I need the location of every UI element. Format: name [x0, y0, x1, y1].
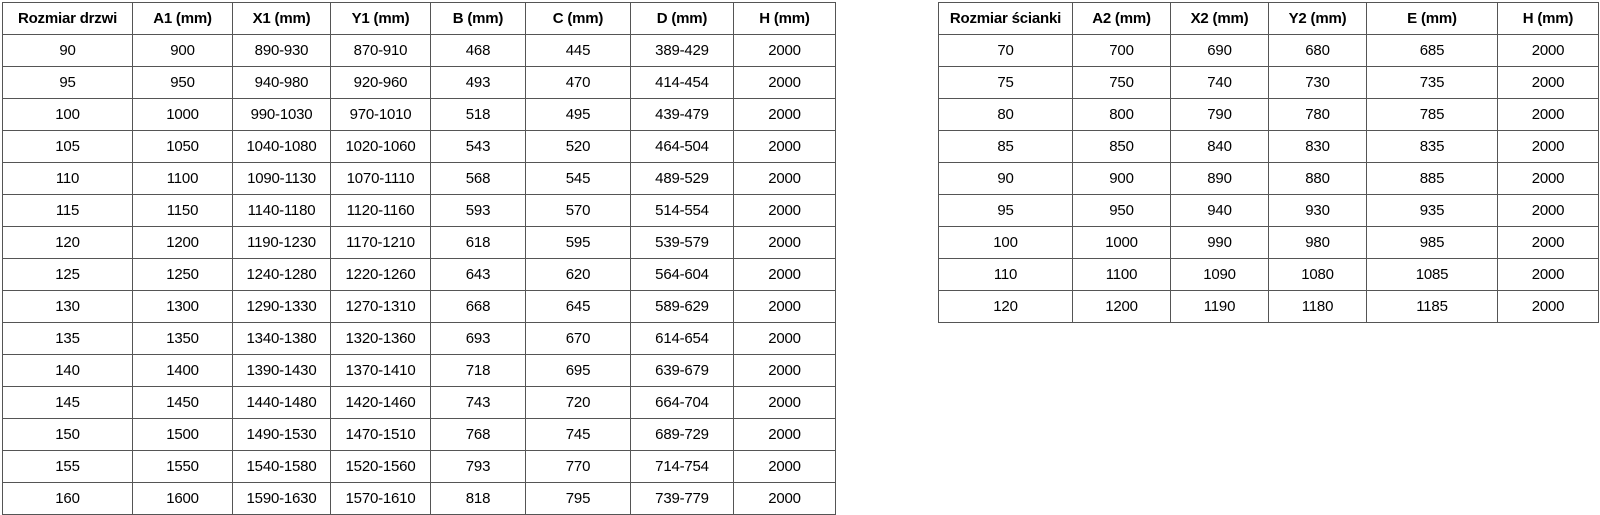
table-cell: 890: [1171, 163, 1269, 195]
table-cell: 518: [431, 99, 526, 131]
table-row: [3, 419, 836, 451]
table-cell: 690: [1171, 35, 1269, 67]
table-cell: 689-729: [631, 419, 734, 451]
table-cell: 870-910: [331, 35, 431, 67]
table-cell: 2000: [1498, 195, 1599, 227]
table-cell: 795: [526, 483, 631, 515]
column-header: E (mm): [1367, 3, 1498, 35]
table-row: [3, 35, 836, 67]
table-cell: 1450: [133, 387, 233, 419]
table-cell: 1085: [1367, 259, 1498, 291]
column-header: Rozmiar drzwi: [3, 3, 133, 35]
table-cell: 2000: [734, 387, 836, 419]
column-header: Y2 (mm): [1269, 3, 1367, 35]
table-cell: 1370-1410: [331, 355, 431, 387]
table-cell: 1240-1280: [233, 259, 331, 291]
table-cell: 768: [431, 419, 526, 451]
table-cell: 593: [431, 195, 526, 227]
table-cell: 100: [3, 99, 133, 131]
column-header: B (mm): [431, 3, 526, 35]
table-cell: 2000: [734, 259, 836, 291]
table-cell: 520: [526, 131, 631, 163]
table-row: [3, 291, 836, 323]
table-row: [939, 291, 1599, 323]
table-row: [939, 259, 1599, 291]
table-cell: 80: [939, 99, 1073, 131]
table-cell: 743: [431, 387, 526, 419]
table-cell: 618: [431, 227, 526, 259]
table-cell: 739-779: [631, 483, 734, 515]
table-cell: 568: [431, 163, 526, 195]
column-header: C (mm): [526, 3, 631, 35]
table-row: [3, 131, 836, 163]
header-row: [3, 3, 836, 35]
table-cell: 489-529: [631, 163, 734, 195]
table-cell: 1550: [133, 451, 233, 483]
table-cell: 110: [939, 259, 1073, 291]
table-row: [939, 227, 1599, 259]
header-row: [939, 3, 1599, 35]
table-cell: 2000: [1498, 259, 1599, 291]
column-header: X1 (mm): [233, 3, 331, 35]
column-header: Rozmiar ścianki: [939, 3, 1073, 35]
table-cell: 750: [1073, 67, 1171, 99]
table-cell: 930: [1269, 195, 1367, 227]
table-cell: 1220-1260: [331, 259, 431, 291]
table-cell: 1150: [133, 195, 233, 227]
table-cell: 793: [431, 451, 526, 483]
table-cell: 1400: [133, 355, 233, 387]
table-cell: 2000: [734, 323, 836, 355]
table-row: [3, 99, 836, 131]
table-cell: 464-504: [631, 131, 734, 163]
table-cell: 680: [1269, 35, 1367, 67]
table-cell: 1000: [133, 99, 233, 131]
table-cell: 730: [1269, 67, 1367, 99]
table-cell: 470: [526, 67, 631, 99]
table-cell: 2000: [734, 227, 836, 259]
table-cell: 1200: [1073, 291, 1171, 323]
table-cell: 800: [1073, 99, 1171, 131]
table-row: [3, 323, 836, 355]
table-cell: 135: [3, 323, 133, 355]
table-cell: 1185: [1367, 291, 1498, 323]
table-row: [3, 227, 836, 259]
table-row: [3, 355, 836, 387]
table-cell: 2000: [1498, 35, 1599, 67]
table-cell: 95: [939, 195, 1073, 227]
table-cell: 1040-1080: [233, 131, 331, 163]
column-header: A2 (mm): [1073, 3, 1171, 35]
table-cell: 539-579: [631, 227, 734, 259]
table-cell: 643: [431, 259, 526, 291]
table-cell: 2000: [734, 35, 836, 67]
table-cell: 150: [3, 419, 133, 451]
table-cell: 2000: [734, 99, 836, 131]
table-cell: 880: [1269, 163, 1367, 195]
column-header: H (mm): [734, 3, 836, 35]
table-cell: 670: [526, 323, 631, 355]
table-cell: 120: [939, 291, 1073, 323]
table-cell: 1570-1610: [331, 483, 431, 515]
table-cell: 950: [133, 67, 233, 99]
table-row: [939, 195, 1599, 227]
table-cell: 1540-1580: [233, 451, 331, 483]
column-header: A1 (mm): [133, 3, 233, 35]
table-row: [939, 67, 1599, 99]
table-cell: 885: [1367, 163, 1498, 195]
table-cell: 2000: [734, 483, 836, 515]
table-row: [939, 99, 1599, 131]
table-cell: 2000: [734, 355, 836, 387]
table-cell: 890-930: [233, 35, 331, 67]
table-cell: 570: [526, 195, 631, 227]
table-cell: 545: [526, 163, 631, 195]
table-cell: 75: [939, 67, 1073, 99]
table-cell: 1080: [1269, 259, 1367, 291]
table-cell: 2000: [1498, 67, 1599, 99]
table-cell: 1320-1360: [331, 323, 431, 355]
table-row: [3, 483, 836, 515]
table-cell: 735: [1367, 67, 1498, 99]
table-cell: 745: [526, 419, 631, 451]
table-cell: 920-960: [331, 67, 431, 99]
table-cell: 140: [3, 355, 133, 387]
table-cell: 1120-1160: [331, 195, 431, 227]
table-cell: 125: [3, 259, 133, 291]
table-cell: 1090: [1171, 259, 1269, 291]
table-cell: 1590-1630: [233, 483, 331, 515]
table-cell: 2000: [734, 131, 836, 163]
table-cell: 90: [939, 163, 1073, 195]
table-cell: 90: [3, 35, 133, 67]
table-cell: 835: [1367, 131, 1498, 163]
table-row: [939, 163, 1599, 195]
table-cell: 850: [1073, 131, 1171, 163]
table-row: [3, 195, 836, 227]
wall-sizes-table: [938, 2, 1599, 323]
table-cell: 1020-1060: [331, 131, 431, 163]
column-header: D (mm): [631, 3, 734, 35]
table-cell: 70: [939, 35, 1073, 67]
table-cell: 785: [1367, 99, 1498, 131]
table-cell: 985: [1367, 227, 1498, 259]
table-cell: 2000: [734, 291, 836, 323]
table-cell: 2000: [734, 195, 836, 227]
table-cell: 620: [526, 259, 631, 291]
table-cell: 1100: [1073, 259, 1171, 291]
table-cell: 780: [1269, 99, 1367, 131]
column-header: H (mm): [1498, 3, 1599, 35]
table-cell: 950: [1073, 195, 1171, 227]
table-cell: 990: [1171, 227, 1269, 259]
table-cell: 1170-1210: [331, 227, 431, 259]
table-cell: 2000: [734, 451, 836, 483]
table-cell: 1140-1180: [233, 195, 331, 227]
table-cell: 940-980: [233, 67, 331, 99]
table-cell: 970-1010: [331, 99, 431, 131]
table-cell: 468: [431, 35, 526, 67]
table-cell: 830: [1269, 131, 1367, 163]
table-row: [939, 35, 1599, 67]
table-cell: 1500: [133, 419, 233, 451]
column-header: X2 (mm): [1171, 3, 1269, 35]
table-cell: 740: [1171, 67, 1269, 99]
table-cell: 718: [431, 355, 526, 387]
table-cell: 1390-1430: [233, 355, 331, 387]
table-row: [3, 387, 836, 419]
table-cell: 389-429: [631, 35, 734, 67]
table-cell: 668: [431, 291, 526, 323]
table-cell: 1470-1510: [331, 419, 431, 451]
table-cell: 1200: [133, 227, 233, 259]
table-cell: 695: [526, 355, 631, 387]
table-cell: 110: [3, 163, 133, 195]
table-cell: 2000: [734, 163, 836, 195]
table-cell: 115: [3, 195, 133, 227]
table-cell: 645: [526, 291, 631, 323]
table-cell: 95: [3, 67, 133, 99]
table-cell: 900: [133, 35, 233, 67]
table-row: [3, 67, 836, 99]
table-cell: 120: [3, 227, 133, 259]
table-row: [3, 451, 836, 483]
table-cell: 1190: [1171, 291, 1269, 323]
table-cell: 714-754: [631, 451, 734, 483]
table-cell: 980: [1269, 227, 1367, 259]
table-cell: 155: [3, 451, 133, 483]
table-row: [3, 163, 836, 195]
table-cell: 1520-1560: [331, 451, 431, 483]
table-cell: 990-1030: [233, 99, 331, 131]
table-cell: 818: [431, 483, 526, 515]
table-cell: 693: [431, 323, 526, 355]
table-cell: 2000: [1498, 99, 1599, 131]
table-cell: 940: [1171, 195, 1269, 227]
table-cell: 414-454: [631, 67, 734, 99]
table-cell: 664-704: [631, 387, 734, 419]
table-cell: 2000: [734, 67, 836, 99]
table-cell: 439-479: [631, 99, 734, 131]
table-cell: 1490-1530: [233, 419, 331, 451]
table-cell: 720: [526, 387, 631, 419]
table-cell: 495: [526, 99, 631, 131]
table-cell: 840: [1171, 131, 1269, 163]
table-cell: 685: [1367, 35, 1498, 67]
table-cell: 1250: [133, 259, 233, 291]
table-cell: 145: [3, 387, 133, 419]
table-cell: 1440-1480: [233, 387, 331, 419]
table-cell: 1100: [133, 163, 233, 195]
table-cell: 130: [3, 291, 133, 323]
table-cell: 493: [431, 67, 526, 99]
table-cell: 1270-1310: [331, 291, 431, 323]
table-row: [939, 131, 1599, 163]
table-cell: 1300: [133, 291, 233, 323]
table-cell: 564-604: [631, 259, 734, 291]
table-cell: 2000: [734, 419, 836, 451]
table-cell: 1340-1380: [233, 323, 331, 355]
table-cell: 639-679: [631, 355, 734, 387]
table-cell: 1070-1110: [331, 163, 431, 195]
table-cell: 160: [3, 483, 133, 515]
table-row: [3, 259, 836, 291]
table-cell: 589-629: [631, 291, 734, 323]
table-cell: 105: [3, 131, 133, 163]
table-cell: 514-554: [631, 195, 734, 227]
table-cell: 2000: [1498, 163, 1599, 195]
column-header: Y1 (mm): [331, 3, 431, 35]
table-cell: 1050: [133, 131, 233, 163]
table-cell: 1600: [133, 483, 233, 515]
table-cell: 543: [431, 131, 526, 163]
table-cell: 1090-1130: [233, 163, 331, 195]
table-cell: 900: [1073, 163, 1171, 195]
table-cell: 1350: [133, 323, 233, 355]
door-sizes-table: [2, 2, 836, 515]
table-cell: 100: [939, 227, 1073, 259]
table-cell: 790: [1171, 99, 1269, 131]
table-cell: 770: [526, 451, 631, 483]
table-cell: 1190-1230: [233, 227, 331, 259]
table-cell: 1000: [1073, 227, 1171, 259]
table-cell: 2000: [1498, 131, 1599, 163]
table-cell: 935: [1367, 195, 1498, 227]
table-cell: 1180: [1269, 291, 1367, 323]
table-cell: 85: [939, 131, 1073, 163]
table-cell: 445: [526, 35, 631, 67]
table-cell: 2000: [1498, 291, 1599, 323]
table-cell: 1420-1460: [331, 387, 431, 419]
table-cell: 2000: [1498, 227, 1599, 259]
table-cell: 700: [1073, 35, 1171, 67]
table-cell: 595: [526, 227, 631, 259]
table-cell: 614-654: [631, 323, 734, 355]
table-cell: 1290-1330: [233, 291, 331, 323]
